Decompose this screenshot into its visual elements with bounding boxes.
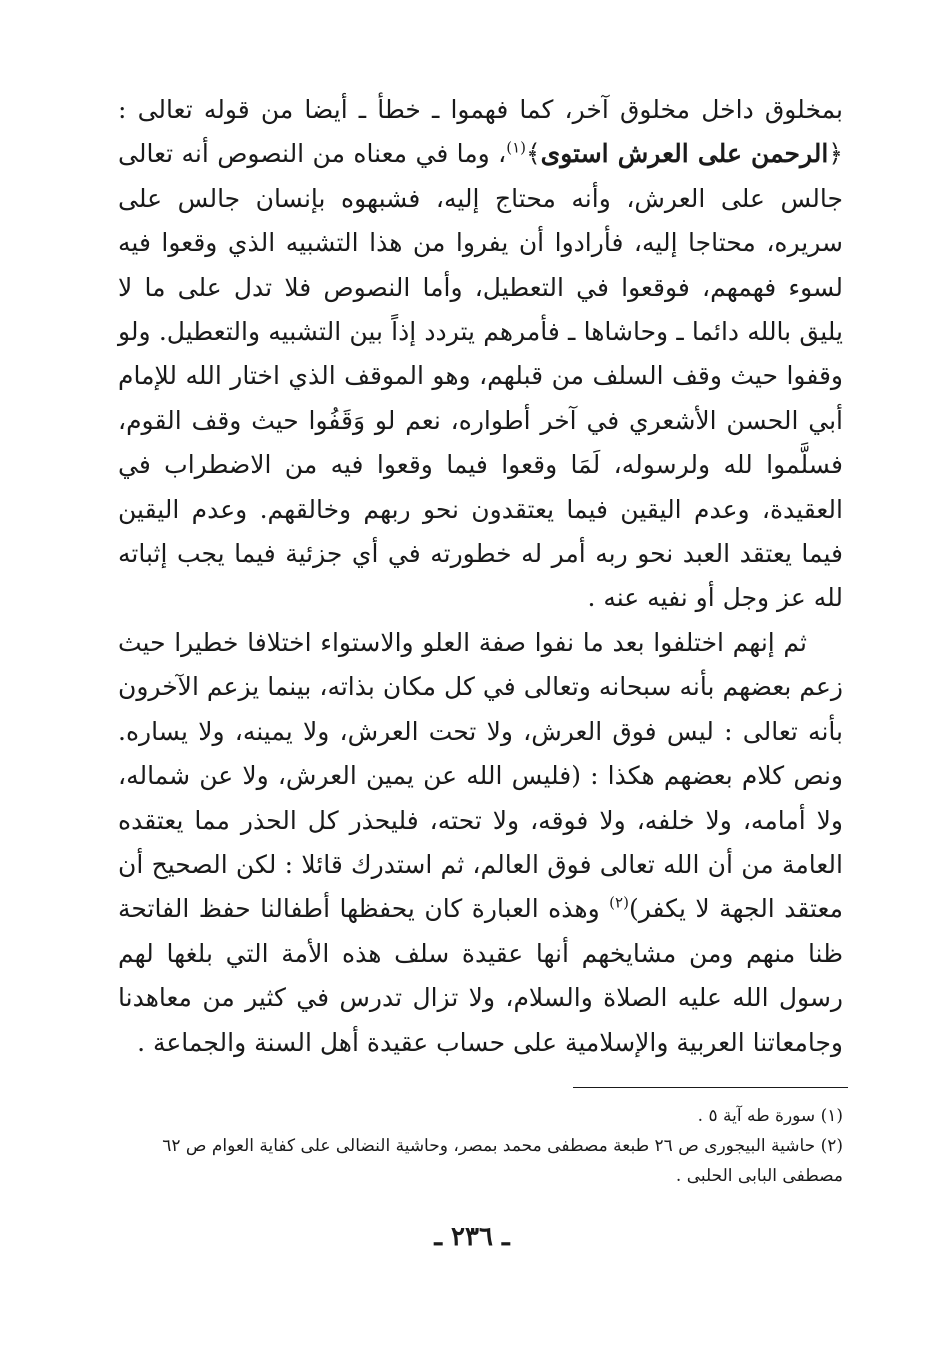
verse-open-bracket: ﴿ xyxy=(828,139,843,169)
paragraph-2-body: ثم إنهم اختلفوا بعد ما نفوا صفة العلو والاستواء اختلافا خطيرا حيث زعم بعضهم بأنه سبحانه وتعالى في كل مكان بذاته، بينما يزعم الآخرون بأنه تعالى : ليس فوق العرش، ولا تحت العرش، ولا يمينه، ولا يساره. ونص كلام بعضهم هكذا : (فليس الله عن يمين العرش، ولا عن شماله، ولا أمامه، ولا خلفه، ولا فوقه، ولا تحته، فليحذر كل الحذر مما يعتقده العامة من أن الله تعالى فوق العالم، ثم استدرك قائلا : لكن الصحيح أن معتقد الجهة لا يكفر) xyxy=(118,627,844,924)
footnotes xyxy=(128,1101,843,1191)
main-text xyxy=(118,88,843,1065)
page-number: ـ ٢٣٦ ـ xyxy=(434,1222,510,1252)
footnote-separator xyxy=(573,1087,848,1088)
quran-verse xyxy=(526,139,843,168)
footnote-1: (١) سورة طه آية ٥ . xyxy=(697,1106,843,1126)
paragraph-1-intro: بمخلوق داخل مخلوق آخر، كما فهموا ـ خطأ ـ أيضا من قوله تعالى : xyxy=(118,95,843,124)
paragraph-1-body: ، وما في معناه من النصوص أنه تعالى جالس على العرش، وأنه محتاج إليه، فشبهوه بإنسان جالس على سريره، محتاجا إليه، فأرادوا أن يفروا من هذا التشبيه الذي وقعوا فيه لسوء فهمهم، فوقعوا في التعطيل، وأما النصوص فلا تدل على ما لا يليق بالله دائما ـ وحاشاها ـ فأمرهم يتردد إذاً بين التشبيه والتعطيل. ولو وقفوا حيث وقف السلف من قبلهم، وهو الموقف الذي اختار الله للإمام أبي الحسن الأشعري في آخر أطواره، نعم لو وَقَفُوا حيث وقف القوم، فسلَّموا لله ولرسوله، لَمَا وقعوا فيما وقعوا فيه من الاضطراب في العقيدة، وعدم اليقين فيما يعتقدون نحو ربهم وخالقهم. وعدم اليقين فيما يعتقد العبد نحو ربه أمر له خطورته في أي جزئية فيما يجب إثباته لله عز وجل أو نفيه عنه . xyxy=(118,139,843,613)
paragraph-1 xyxy=(118,88,843,621)
footnote-ref-2: (٢) xyxy=(609,893,629,912)
paragraph-2 xyxy=(118,621,843,1065)
footnote-ref-1: (١) xyxy=(506,139,527,158)
verse-close-bracket: ﴾ xyxy=(526,139,541,169)
paragraph-2-conclusion: وهذه العبارة كان يحفظها أطفالنا حفظ الفاتحة ظنا منهم ومن مشايخهم أنها عقيدة سلف هذه الأمة التي بلغها لهم رسول الله عليه الصلاة والسلام، ولا تزال تدرس في كثير من معاهدنا وجامعاتنا العربية والإسلامية على حساب عقيدة أهل السنة والجماعة . xyxy=(118,894,843,1057)
verse-text: الرحمن على العرش استوى xyxy=(540,139,829,169)
footnote-2: (٢) حاشية البيجورى ص ٢٦ طبعة مصطفى محمد بمصر، وحاشية النضالى على كفاية العوام ص ٦٢ مصطفى البابى الحلبى . xyxy=(162,1136,843,1186)
